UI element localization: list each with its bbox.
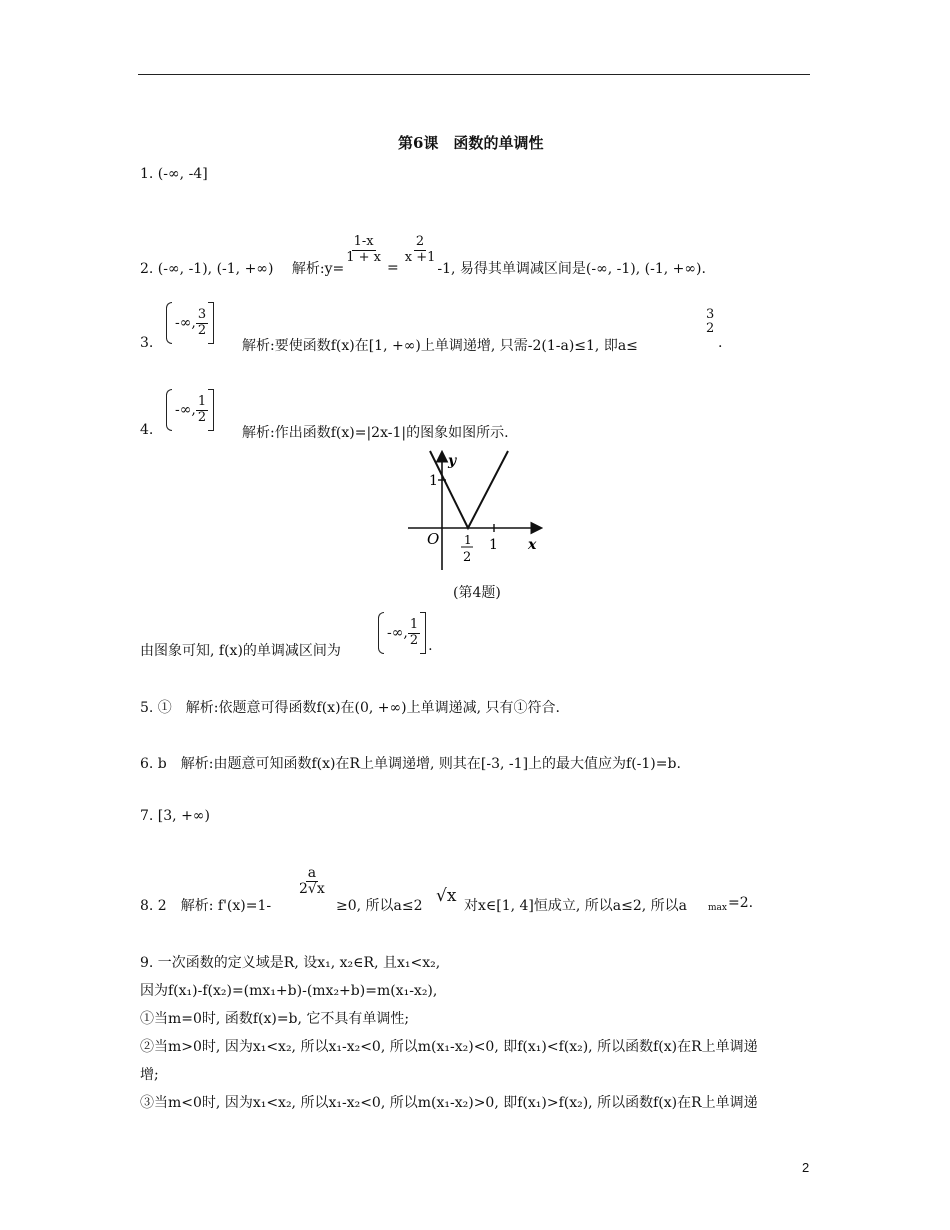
interval-fraction (196, 395, 208, 425)
interval-left: -∞, (387, 625, 408, 641)
answer-2 (140, 222, 706, 278)
answer-4-number: 4. (140, 422, 154, 438)
left-paren (166, 389, 172, 431)
answer-3-fraction (704, 308, 716, 337)
left-paren (378, 612, 384, 654)
fraction-numerator: a (307, 865, 317, 881)
interval-fraction (196, 308, 208, 338)
origin-label: O (427, 530, 440, 548)
y-axis-label: y (448, 453, 457, 469)
answer-3-end: . (718, 335, 723, 351)
answer-8-prefix: 8. 2 解析: f'(x)=1- (140, 898, 272, 914)
answer-7: 7. [3, +∞) (140, 808, 210, 824)
answer-4-interval (166, 389, 214, 431)
answer-9-line-3: ①当m=0时, 函数f(x)=b, 它不具有单调性; (140, 1011, 410, 1027)
answer-3-number: 3. (140, 335, 154, 351)
page-number: 2 (802, 1160, 810, 1175)
fraction-denominator: 1 + x (346, 249, 381, 265)
fraction-numerator: 3 (706, 307, 715, 322)
answer-5: 5. ① 解析:依题意可得函数f(x)在(0, +∞)上单调递减, 只有①符合. (140, 700, 560, 716)
conclusion-end: . (428, 638, 433, 654)
answer-2-equals: = (387, 260, 399, 276)
answer-3-explanation: 解析:要使函数f(x)在[1, +∞)上单调递增, 只需-2(1-a)≤1, 即a≤ (242, 338, 638, 354)
answer-9-line-1: 9. 一次函数的定义域是R, 设x₁, x₂∈R, 且x₁<x₂, (140, 955, 441, 971)
y-tick-label: 1 (429, 473, 438, 489)
answer-1: 1. (-∞, -4] (140, 166, 208, 182)
right-bracket (208, 389, 214, 431)
answer-2-fraction-2 (403, 235, 438, 265)
answer-8-suffix: 对x∈[1, 4]恒成立, 所以a≤2, 所以a (464, 898, 688, 914)
answer-4-conclusion: 由图象可知, f(x)的单调减区间为 (140, 643, 341, 659)
answer-3-interval (166, 302, 214, 344)
fraction-denominator: x +1 (404, 249, 436, 265)
answer-2-prefix: 2. (-∞, -1), (-1, +∞) 解析:y= (140, 261, 345, 277)
fraction-numerator: 2 (415, 234, 425, 250)
fraction-numerator: 1 (197, 394, 207, 410)
graph-figure (400, 445, 550, 575)
answer-4-conclusion-interval (378, 612, 433, 654)
fraction-denominator: 2 (706, 321, 715, 337)
interval-left: -∞, (175, 315, 196, 331)
answer-2-suffix: -1, 易得其单调减区间是(-∞, -1), (-1, +∞). (437, 261, 706, 277)
right-bracket (208, 302, 214, 344)
fraction-numerator: 3 (197, 307, 207, 323)
fraction-denominator: 2 (409, 632, 419, 648)
header-rule (138, 74, 810, 75)
answer-4-explanation: 解析:作出函数f(x)=|2x-1|的图象如图所示. (242, 425, 509, 441)
x-tick-half-numerator: 1 (464, 533, 472, 547)
answer-9-line-5: 增; (140, 1067, 159, 1083)
x-tick-half-denominator: 2 (463, 550, 472, 565)
answer-9-line-2: 因为f(x₁)-f(x₂)=(mx₁+b)-(mx₂+b)=m(x₁-x₂), (140, 983, 438, 999)
answer-6: 6. b 解析:由题意可知函数f(x)在R上单调递增, 则其在[-3, -1]上的最大值应为f(-1)=b. (140, 756, 681, 772)
figure-caption: (第4题) (453, 585, 501, 601)
page-title: 第6课 函数的单调性 (398, 134, 544, 152)
fraction-numerator: 1-x (353, 234, 374, 250)
right-bracket (420, 612, 426, 654)
answer-8-end: =2. (728, 895, 754, 911)
fraction-numerator: 1 (409, 617, 419, 633)
answer-9-line-4: ②当m>0时, 因为x₁<x₂, 所以x₁-x₂<0, 所以m(x₁-x₂)<0, 即f(x₁)<f(x₂), 所以函数f(x)在R上单调递 (140, 1039, 758, 1055)
left-paren (166, 302, 172, 344)
answer-2-fraction-1 (344, 235, 383, 265)
answer-8-middle: ≥0, 所以a≤2 (336, 898, 423, 914)
answer-9-line-6: ③当m<0时, 因为x₁<x₂, 所以x₁-x₂<0, 所以m(x₁-x₂)>0, 即f(x₁)>f(x₂), 所以函数f(x)在R上单调递 (140, 1095, 758, 1111)
answer-8-subscript: max (708, 903, 727, 913)
x-axis-label: x (528, 537, 537, 553)
interval-fraction (408, 618, 420, 648)
fraction-denominator: 2 (197, 409, 207, 425)
fraction-denominator: 2√x (299, 881, 325, 898)
answer-8-fraction (297, 866, 327, 898)
answer-8-sqrt: √x (436, 886, 457, 906)
fraction-denominator: 2 (197, 322, 207, 338)
interval-left: -∞, (175, 402, 196, 418)
x-tick-label-1: 1 (489, 537, 498, 553)
